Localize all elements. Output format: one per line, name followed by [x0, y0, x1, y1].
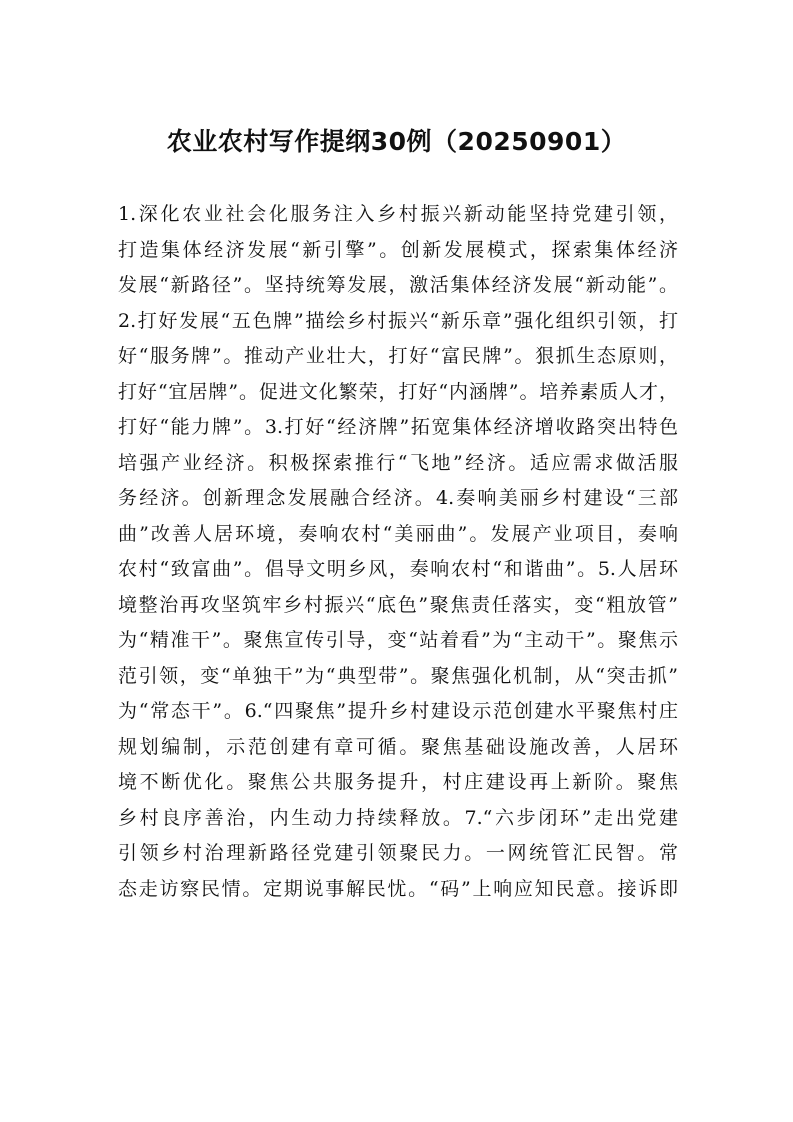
body-line: 打好“能力牌”。3.打好“经济牌”拓宽集体经济增收路突出特色	[118, 416, 678, 438]
body-line: 发展“新路径”。坚持统筹发展，激活集体经济发展“新动能”。	[118, 274, 678, 296]
body-line: 农村“致富曲”。倡导文明乡风，奏响农村“和谐曲”。5.人居环	[118, 558, 678, 580]
body-line: 规划编制，示范创建有章可循。聚焦基础设施改善，人居环	[118, 735, 678, 758]
body-line: 态走访察民情。定期说事解民忧。“码”上响应知民意。接诉即	[118, 877, 678, 900]
document-title: 农业农村写作提纲30例（20250901）	[166, 127, 627, 156]
body-line: 为“精准干”。聚焦宣传引导，变“站着看”为“主动干”。聚焦示	[118, 629, 678, 651]
body-line: 乡村良序善治，内生动力持续释放。7.“六步闭环”走出党建	[118, 806, 678, 829]
body-line: 1.深化农业社会化服务注入乡村振兴新动能坚持党建引领，	[118, 203, 678, 225]
body-line: 引领乡村治理新路径党建引领聚民力。一网统管汇民智。常	[118, 842, 678, 864]
body-line: 培强产业经济。积极探索推行“飞地”经济。适应需求做活服	[118, 451, 678, 474]
body-line: 2.打好发展“五色牌”描绘乡村振兴“新乐章”强化组织引领，打	[118, 309, 678, 332]
body-line: 范引领，变“单独干”为“典型带”。聚焦强化机制，从“突击抓”	[118, 664, 678, 687]
body-line: 务经济。创新理念发展融合经济。4.奏响美丽乡村建设“三部	[118, 487, 678, 509]
body-line: 为“常态干”。6.“四聚焦”提升乡村建设示范创建水平聚焦村庄	[118, 700, 678, 722]
body-line: 曲”改善人居环境，奏响农村“美丽曲”。发展产业项目，奏响	[118, 522, 678, 545]
body-line: 境不断优化。聚焦公共服务提升，村庄建设再上新阶。聚焦	[118, 771, 678, 793]
body-line: 好“服务牌”。推动产业壮大，打好“富民牌”。狠抓生态原则，	[118, 345, 678, 367]
document-body	[118, 197, 678, 907]
body-line: 打造集体经济发展“新引擎”。创新发展模式，探索集体经济	[118, 238, 678, 261]
body-line: 打好“宜居牌”。促进文化繁荣，打好“内涵牌”。培养素质人才，	[118, 380, 678, 403]
body-line: 境整治再攻坚筑牢乡村振兴“底色”聚焦责任落实，变“粗放管”	[118, 593, 678, 616]
